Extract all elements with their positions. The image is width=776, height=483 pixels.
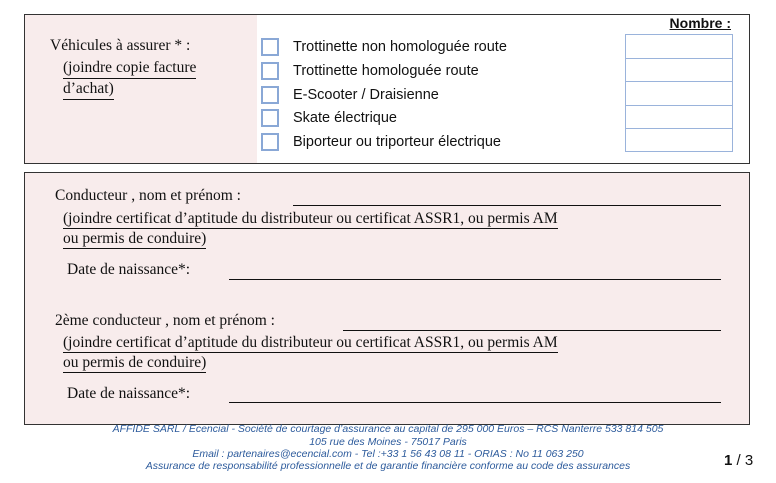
quantity-field[interactable]	[626, 82, 732, 106]
footer-insurance: Assurance de responsabilité professionnelle et de garantie financière conforme au code des assurances	[145, 460, 631, 472]
driver1-note-line2: ou permis de conduire)	[63, 230, 207, 247]
drivers-section	[24, 172, 750, 425]
vehicle-option-label: Trottinette non homologuée route	[293, 39, 507, 55]
vehicle-option[interactable]	[261, 107, 397, 129]
vehicle-checkbox[interactable]	[261, 62, 279, 80]
vehicle-checkbox[interactable]	[261, 38, 279, 56]
vehicle-option-label: Skate électrique	[293, 110, 397, 126]
vehicles-note-line1: (joindre copie facture	[63, 58, 196, 79]
vehicles-label-pane	[25, 15, 257, 163]
driver1-dob-label: Date de naissance*:	[67, 261, 191, 278]
driver2-note-line2: ou permis de conduire)	[63, 354, 207, 371]
vehicle-option-label: E-Scooter / Draisienne	[293, 87, 439, 103]
vehicle-checkbox[interactable]	[261, 133, 279, 151]
vehicle-option[interactable]	[261, 36, 507, 58]
vehicle-option-label: Trottinette homologuée route	[293, 63, 479, 79]
page-separator: /	[732, 452, 745, 469]
page-current: 1	[724, 452, 733, 469]
driver1-dob-field[interactable]	[229, 279, 721, 280]
driver2-dob-field[interactable]	[229, 402, 721, 403]
footer-address: 105 rue des Moines - 75017 Paris	[309, 436, 467, 448]
quantity-field[interactable]	[626, 106, 732, 130]
vehicle-option-label: Biporteur ou triporteur électrique	[293, 134, 501, 150]
vehicles-note	[63, 58, 196, 100]
driver1-note-line1: (joindre certificat d’aptitude du distributeur ou certificat ASSR1, ou permis AM	[63, 210, 558, 227]
count-header: Nombre :	[669, 15, 731, 31]
driver2-dob-label: Date de naissance*:	[67, 385, 191, 402]
vehicle-option[interactable]	[261, 84, 439, 106]
page-total: 3	[744, 452, 754, 469]
driver2-name-field[interactable]	[343, 330, 721, 331]
footer-company: AFFIDE SARL / Ecencial - Société de courtage d’assurance au capital de 295 000 Euros – RCS Nanterre 533 814 505	[112, 423, 664, 435]
driver2-name-label: 2ème conducteur , nom et prénom :	[55, 312, 275, 329]
vehicles-section	[24, 14, 750, 164]
quantity-field[interactable]	[626, 129, 732, 153]
vehicle-option[interactable]	[261, 131, 501, 153]
quantity-column	[625, 34, 733, 152]
vehicle-checkbox[interactable]	[261, 109, 279, 127]
quantity-field[interactable]	[626, 59, 732, 83]
vehicle-option[interactable]	[261, 60, 479, 82]
vehicles-note-line2: d’achat)	[63, 79, 114, 100]
vehicle-options	[257, 15, 749, 163]
quantity-field[interactable]	[626, 35, 732, 59]
driver1-name-label: Conducteur , nom et prénom :	[55, 187, 241, 204]
vehicle-checkbox[interactable]	[261, 86, 279, 104]
driver2-note-line1: (joindre certificat d’aptitude du distributeur ou certificat ASSR1, ou permis AM	[63, 334, 558, 351]
vehicles-label: Véhicules à assurer * :	[50, 37, 191, 54]
footer-contact: Email : partenaires@ecencial.com - Tel :+33 1 56 43 08 11 - ORIAS : No 11 063 250	[192, 448, 584, 460]
driver1-name-field[interactable]	[293, 205, 721, 206]
page-number	[724, 452, 753, 469]
